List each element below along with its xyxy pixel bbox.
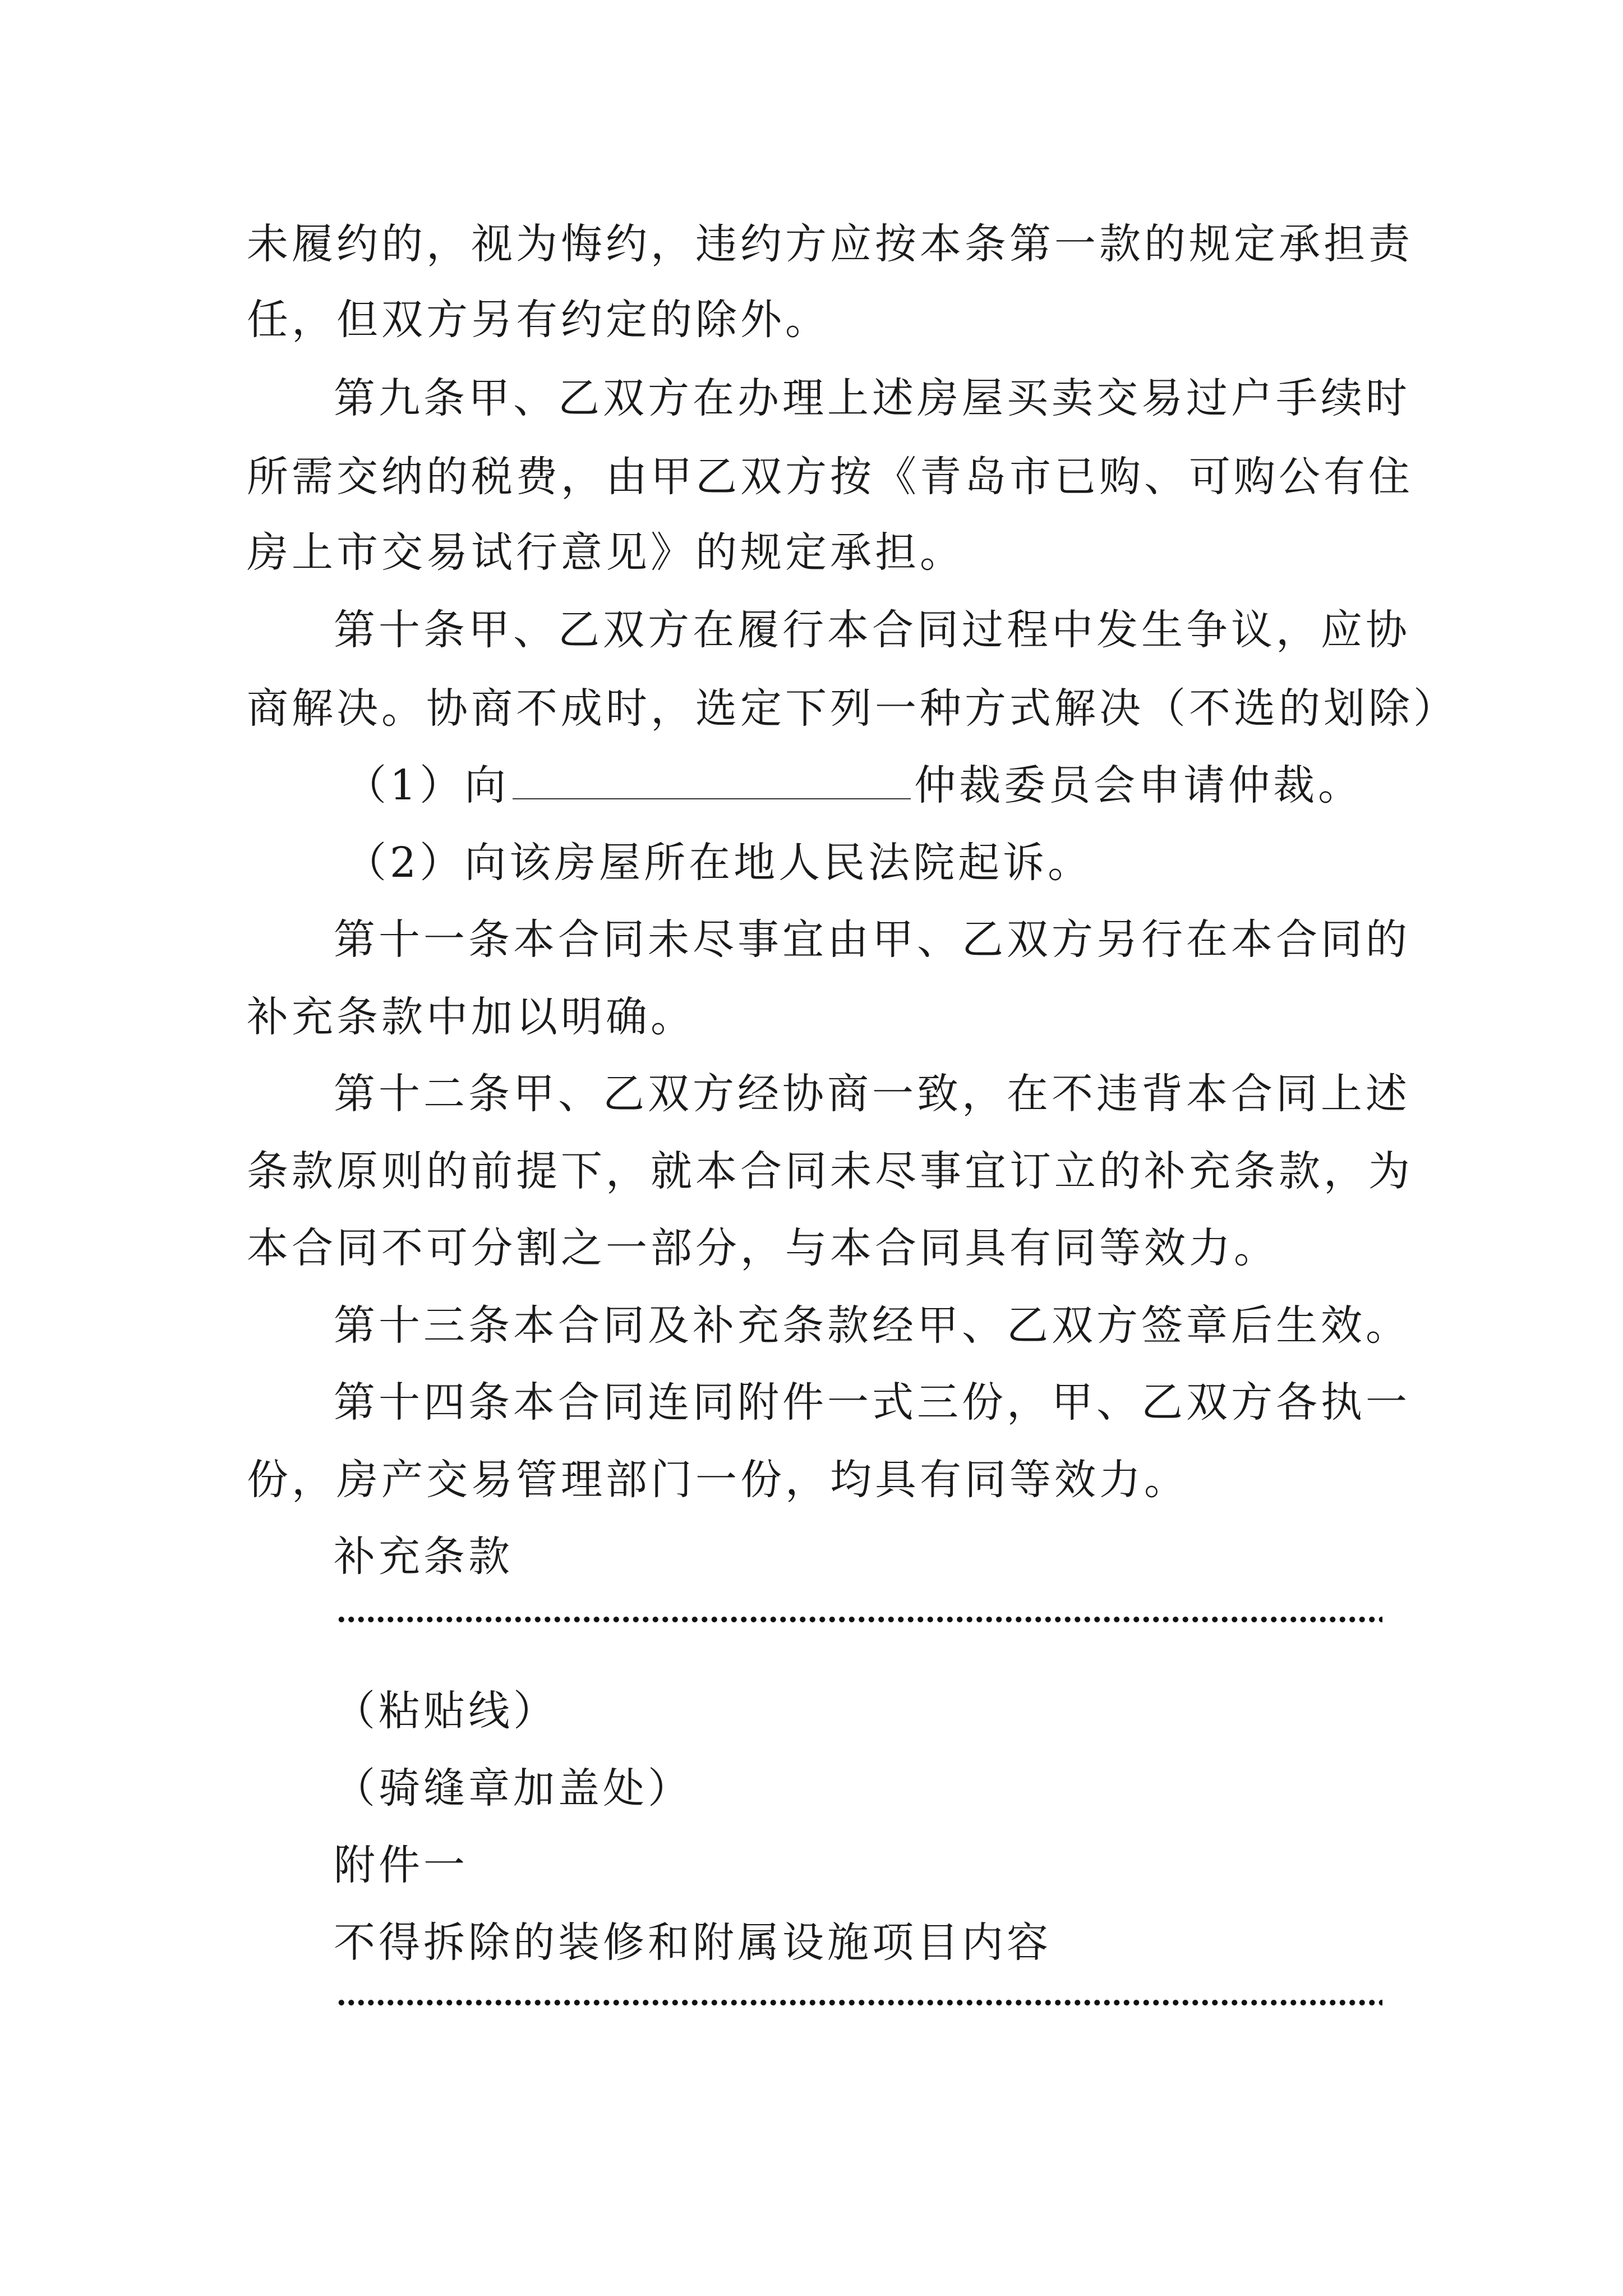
text-line: 所需交纳的税费，由甲乙双方按《青岛市已购、可购公有住	[247, 453, 1413, 501]
text-line: 房上市交易试行意见》的规定承担。	[247, 528, 965, 577]
article-9-heading: 第九条甲、乙双方在办理上述房屋买卖交易过户手续时	[334, 374, 1410, 422]
seal-area-label: （骑缝章加盖处）	[334, 1764, 693, 1812]
article-14-heading: 第十四条本合同连同附件一式三份，甲、乙双方各执一	[334, 1378, 1410, 1427]
dotted-separator	[336, 1999, 1382, 2007]
text-line: 补充条款中加以明确。	[247, 993, 695, 1041]
dotted-separator	[336, 1616, 1382, 1623]
text-line: 本合同不可分割之一部分，与本合同具有同等效力。	[247, 1224, 1279, 1272]
article-13-heading: 第十三条本合同及补充条款经甲、乙双方签章后生效。	[334, 1301, 1410, 1350]
text-line: 商解决。协商不成时，选定下列一种方式解决（不选的划除）	[247, 684, 1458, 733]
text-line: 份，房产交易管理部门一份，均具有同等效力。	[247, 1456, 1189, 1504]
text-line: 条款原则的前提下，就本合同未尽事宜订立的补充条款，为	[247, 1147, 1413, 1195]
attachment-heading: 附件一	[334, 1841, 468, 1889]
arbitration-option	[345, 754, 1363, 816]
supplementary-terms-heading: 补充条款	[334, 1533, 513, 1581]
litigation-option: （2）向该房屋所在地人民法院起诉。	[345, 839, 1093, 887]
arbitration-suffix: 仲裁委员会申请仲裁。	[914, 761, 1363, 809]
article-11-heading: 第十一条本合同未尽事宜由甲、乙双方另行在本合同的	[334, 915, 1410, 964]
article-12-heading: 第十二条甲、乙双方经协商一致，在不违背本合同上述	[334, 1070, 1410, 1118]
article-10-heading: 第十条甲、乙双方在履行本合同过程中发生争议，应协	[334, 606, 1410, 654]
arbitration-prefix: （1）向	[345, 761, 510, 809]
arbitration-blank-field[interactable]	[513, 794, 911, 799]
paste-line-label: （粘贴线）	[334, 1687, 558, 1735]
text-line: 未履约的，视为悔约，违约方应按本条第一款的规定承担责	[247, 220, 1413, 268]
text-line: 任，但双方另有约定的除外。	[247, 296, 830, 344]
attachment-title: 不得拆除的装修和附属设施项目内容	[334, 1918, 1052, 1967]
